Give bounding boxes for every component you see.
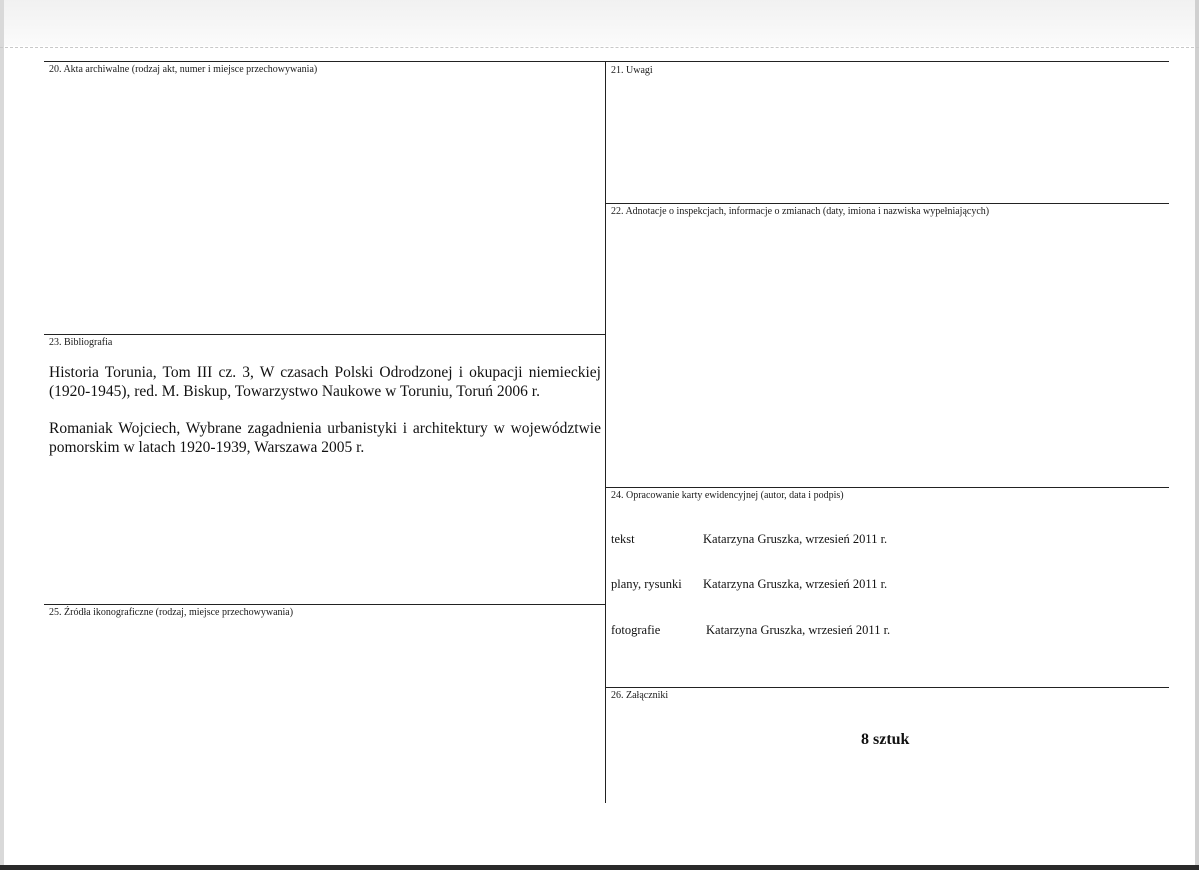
- top-rule: [44, 61, 1169, 62]
- bibliography-entry: Romaniak Wojciech, Wybrane zagadnienia urbanistyki i architektury w województwie pomorskim w latach 1920-1939, Warszawa 2005 r.: [49, 420, 601, 456]
- bibliography-entry: Historia Torunia, Tom III cz. 3, W czasach Polski Odrodzonej i okupacji niemieckiej (1920-1945), red. M. Biskup, Towarzystwo Naukowe w Toruniu, Toruń 2006 r.: [49, 364, 601, 400]
- scan-left-edge: [0, 0, 4, 870]
- fold-line: [0, 47, 1199, 48]
- scan-bottom-edge: [0, 865, 1199, 870]
- attachments-count: 8 sztuk: [861, 731, 910, 748]
- scan-top-margin: [0, 0, 1199, 46]
- field-label-bibliografia: 23. Bibliografia: [49, 337, 113, 348]
- author-name: Katarzyna Gruszka, wrzesień 2011 r.: [703, 532, 888, 546]
- author-role-label: fotografie: [611, 623, 661, 637]
- author-role-label: plany, rysunki: [611, 577, 682, 591]
- bibliography-list: [49, 363, 601, 475]
- scan-right-edge: [1195, 0, 1199, 870]
- rule-23: [44, 334, 606, 335]
- field-label-adnotacje: 22. Adnotacje o inspekcjach, informacje o zmianach (daty, imiona i nazwiska wypełniających): [611, 206, 990, 217]
- rule-24: [606, 487, 1169, 488]
- author-name: Katarzyna Gruszka, wrzesień 2011 r.: [703, 577, 888, 591]
- rule-22: [606, 203, 1169, 204]
- author-role-label: tekst: [611, 532, 635, 546]
- center-divider: [605, 61, 606, 803]
- field-label-uwagi: 21. Uwagi: [611, 65, 653, 76]
- rule-25: [44, 604, 606, 605]
- author-name: Katarzyna Gruszka, wrzesień 2011 r.: [706, 623, 891, 637]
- field-label-opracowanie: 24. Opracowanie karty ewidencyjnej (autor, data i podpis): [611, 490, 844, 501]
- field-label-akta: 20. Akta archiwalne (rodzaj akt, numer i miejsce przechowywania): [49, 64, 318, 75]
- field-label-zrodla: 25. Źródła ikonograficzne (rodzaj, miejsce przechowywania): [49, 607, 294, 618]
- field-label-zalaczniki: 26. Załączniki: [611, 690, 669, 701]
- rule-26: [606, 687, 1169, 688]
